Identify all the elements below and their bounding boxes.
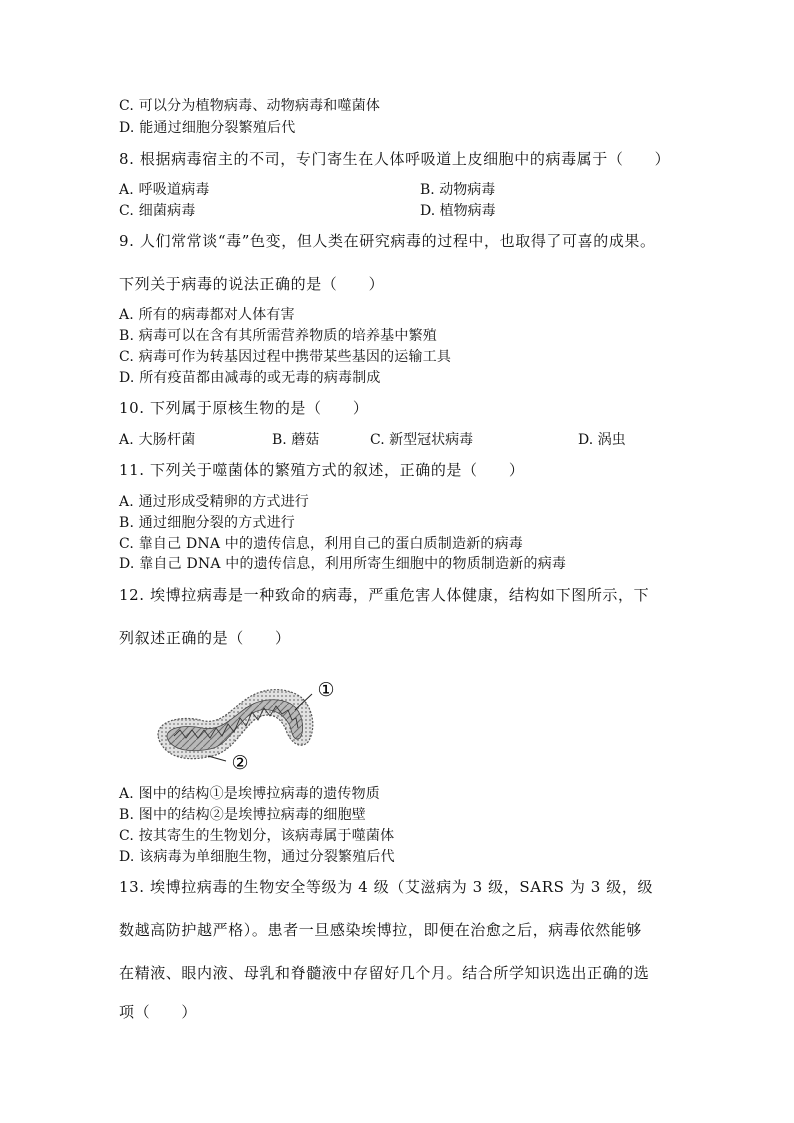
q8-option-d: D. 植物病毒 [420, 203, 496, 219]
q9-stem-line2: 下列关于病毒的说法正确的是（ ） [119, 275, 385, 293]
q12-option-b: B. 图中的结构②是埃博拉病毒的细胞壁 [119, 807, 366, 823]
q9-option-b: B. 病毒可以在含有其所需营养物质的培养基中繁殖 [119, 328, 437, 344]
q9-stem-line1: 9. 人们常常谈“毒”色变，但人类在研究病毒的过程中，也取得了可喜的成果。 [119, 232, 656, 250]
q7-option-d: D. 能通过细胞分裂繁殖后代 [119, 120, 296, 136]
q7-option-c: C. 可以分为植物病毒、动物病毒和噬菌体 [119, 98, 381, 114]
q11-option-c: C. 靠自己 DNA 中的遗传信息，利用自己的蛋白质制造新的病毒 [119, 536, 523, 552]
q13-stem-line3: 在精液、眼内液、母乳和脊髓液中存留好几个月。结合所学知识选出正确的选 [119, 964, 650, 982]
q10-stem: 10. 下列属于原核生物的是（ ） [119, 399, 369, 417]
q12-stem-line1: 12. 埃博拉病毒是一种致命的病毒，严重危害人体健康，结构如下图所示，下 [119, 586, 650, 604]
q8-option-c: C. 细菌病毒 [119, 203, 196, 219]
q9-option-d: D. 所有疫苗都由减毒的或无毒的病毒制成 [119, 370, 381, 386]
q10-option-d: D. 涡虫 [578, 432, 626, 448]
structure-label-2: ② [231, 752, 249, 774]
q11-option-a: A. 通过形成受精卵的方式进行 [119, 494, 310, 510]
label-2-leader [208, 756, 226, 761]
q13-stem-line1: 13. 埃博拉病毒的生物安全等级为 4 级（艾滋病为 3 级，SARS 为 3 级，级 [119, 878, 654, 896]
q8-option-b: B. 动物病毒 [420, 182, 496, 198]
q12-option-a: A. 图中的结构①是埃博拉病毒的遗传物质 [119, 786, 381, 802]
q10-option-c: C. 新型冠状病毒 [370, 432, 474, 448]
ebola-virus-figure [140, 670, 350, 780]
structure-label-1: ① [317, 679, 335, 701]
q13-stem-line2: 数越高防护越严格）。患者一旦感染埃博拉，即便在治愈之后，病毒依然能够 [119, 921, 642, 939]
q9-option-a: A. 所有的病毒都对人体有害 [119, 307, 295, 323]
q10-option-a: A. 大肠杆菌 [119, 432, 196, 448]
q12-stem-line2: 列叙述正确的是（ ） [119, 629, 291, 647]
q11-option-b: B. 通过细胞分裂的方式进行 [119, 515, 295, 531]
q11-option-d: D. 靠自己 DNA 中的遗传信息，利用所寄生细胞中的物质制造新的病毒 [119, 556, 567, 572]
q8-option-a: A. 呼吸道病毒 [119, 182, 210, 198]
q10-option-b: B. 蘑菇 [272, 432, 320, 448]
q9-option-c: C. 病毒可作为转基因过程中携带某些基因的运输工具 [119, 349, 452, 365]
q12-option-c: C. 按其寄生的生物划分，该病毒属于噬菌体 [119, 828, 395, 844]
q12-option-d: D. 该病毒为单细胞生物，通过分裂繁殖后代 [119, 849, 395, 865]
q8-stem: 8. 根据病毒宿主的不司，专门寄生在人体呼吸道上皮细胞中的病毒属于（ ） [119, 150, 671, 168]
q13-stem-line4: 项（ ） [119, 1003, 198, 1021]
q11-stem: 11. 下列关于噬菌体的繁殖方式的叙述，正确的是（ ） [119, 461, 525, 479]
